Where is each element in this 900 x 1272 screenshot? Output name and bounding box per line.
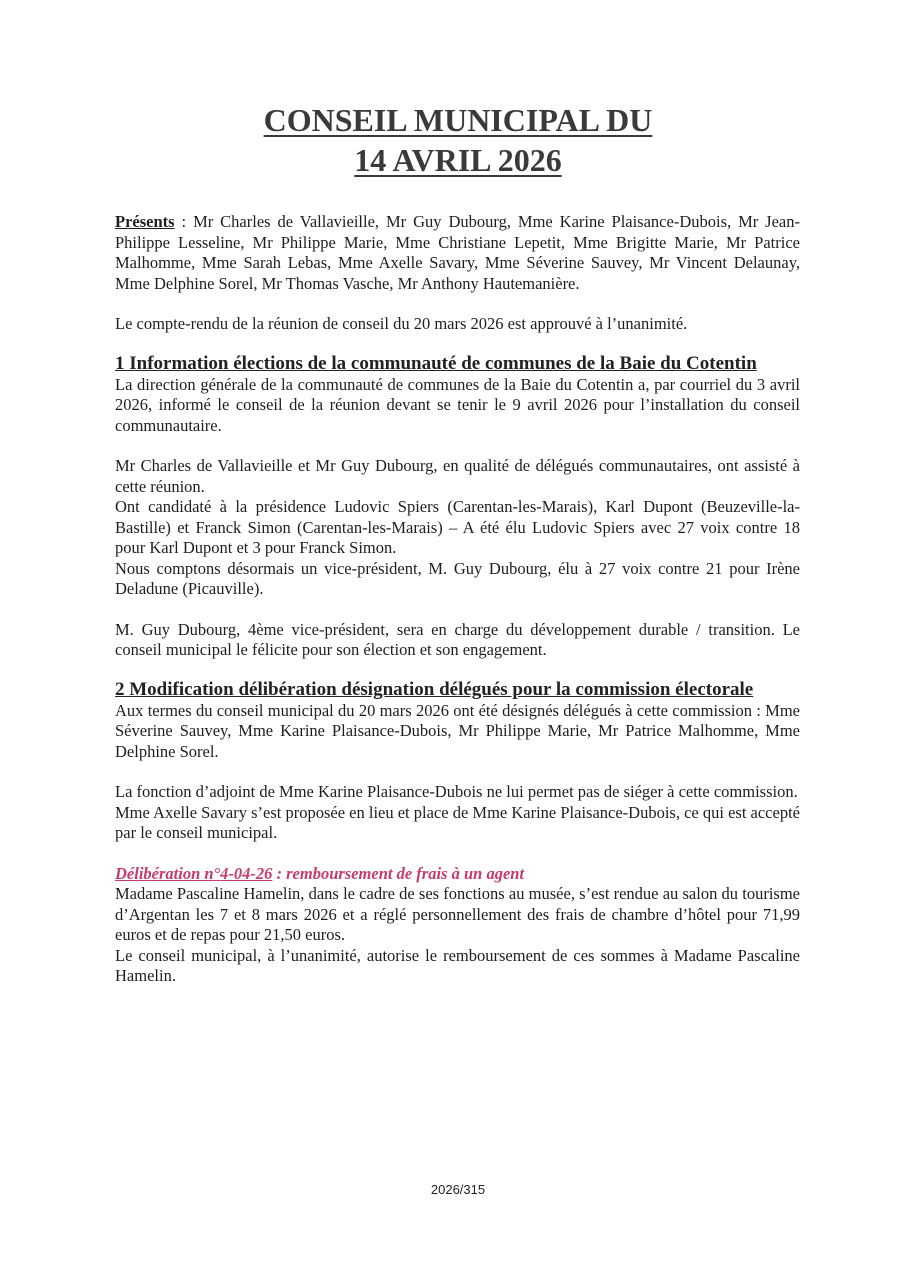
- deliberation-heading: [115, 864, 800, 885]
- section-1-heading: 1 Information élections de la communauté de communes de la Baie du Cotentin: [115, 352, 757, 374]
- deliberation-paragraph-1: Madame Pascaline Hamelin, dans le cadre de ses fonctions au musée, s’est rendue au salon du tourisme d’Argentan les 7 et 8 mars 2026 et a réglé personnellement des frais de chambre d’hôtel pour 71,99 euros et de repas pour 21,50 euros.: [115, 884, 800, 944]
- presents-label: Présents: [115, 212, 175, 231]
- section-2-paragraph-2: La fonction d’adjoint de Mme Karine Plaisance-Dubois ne lui permet pas de siéger à cette commission.: [115, 782, 798, 801]
- title-line-1: CONSEIL MUNICIPAL DU: [263, 102, 653, 138]
- page-title: [0, 100, 900, 180]
- section-1-paragraph-2: Mr Charles de Vallavieille et Mr Guy Dubourg, en qualité de délégués communautaires, ont assisté à cette réunion.: [115, 456, 800, 496]
- section-1-paragraph-5: M. Guy Dubourg, 4ème vice-président, sera en charge du développement durable / transition. Le conseil municipal le félicite pour son élection et son engagement.: [115, 619, 800, 659]
- section-1-paragraph-4: Nous comptons désormais un vice-président, M. Guy Dubourg, élu à 27 voix contre 21 pour Irène Deladune (Picauville).: [115, 558, 800, 598]
- page-number: 2026/315: [430, 1182, 486, 1197]
- document-body: [115, 212, 800, 987]
- approval-paragraph: Le compte-rendu de la réunion de conseil du 20 mars 2026 est approuvé à l’unanimité.: [115, 314, 688, 333]
- presents-list: : Mr Charles de Vallavieille, Mr Guy Dubourg, Mme Karine Plaisance-Dubois, Mr Jean-Philippe Lesseline, Mr Philippe Marie, Mme Christiane Lepetit, Mme Brigitte Marie, Mr Patrice Malhomme, Mme Sarah Lebas, Mme Axelle Savary, Mme Séverine Sauvey, Mr Vincent Delaunay, Mme Delphine Sorel, Mr Thomas Vasche, Mr Anthony Hautemanière.: [115, 212, 800, 293]
- section-2-heading: 2 Modification délibération désignation délégués pour la commission électorale: [115, 678, 754, 700]
- deliberation-paragraph-2: Le conseil municipal, à l’unanimité, autorise le remboursement de ces sommes à Madame Pascaline Hamelin.: [115, 945, 800, 985]
- section-2-paragraph-1: Aux termes du conseil municipal du 20 mars 2026 ont été désignés délégués à cette commission : Mme Séverine Sauvey, Mme Karine Plaisance-Dubois, Mr Philippe Marie, Mr Patrice Malhomme, Mme Delphine Sorel.: [115, 700, 800, 761]
- section-2-paragraph-3: Mme Axelle Savary s’est proposée en lieu et place de Mme Karine Plaisance-Dubois, ce qui est accepté par le conseil municipal.: [115, 802, 800, 842]
- presents-paragraph: [115, 212, 800, 294]
- title-line-2: 14 AVRIL 2026: [354, 142, 562, 178]
- section-1-paragraph-1: La direction générale de la communauté de communes de la Baie du Cotentin a, par courriel du 3 avril 2026, informé le conseil de la réunion devant se tenir le 9 avril 2026 pour l’installation du conseil communautaire.: [115, 374, 800, 435]
- deliberation-number: Délibération n°4-04-26: [115, 863, 273, 883]
- deliberation-title: : remboursement de frais à un agent: [272, 863, 525, 883]
- section-1-paragraph-3: Ont candidaté à la présidence Ludovic Spiers (Carentan-les-Marais), Karl Dupont (Beuzeville-la-Bastille) et Franck Simon (Carentan-les-Marais) – A été élu Ludovic Spiers avec 27 voix contre 18 pour Karl Dupont et 3 pour Franck Simon.: [115, 497, 800, 557]
